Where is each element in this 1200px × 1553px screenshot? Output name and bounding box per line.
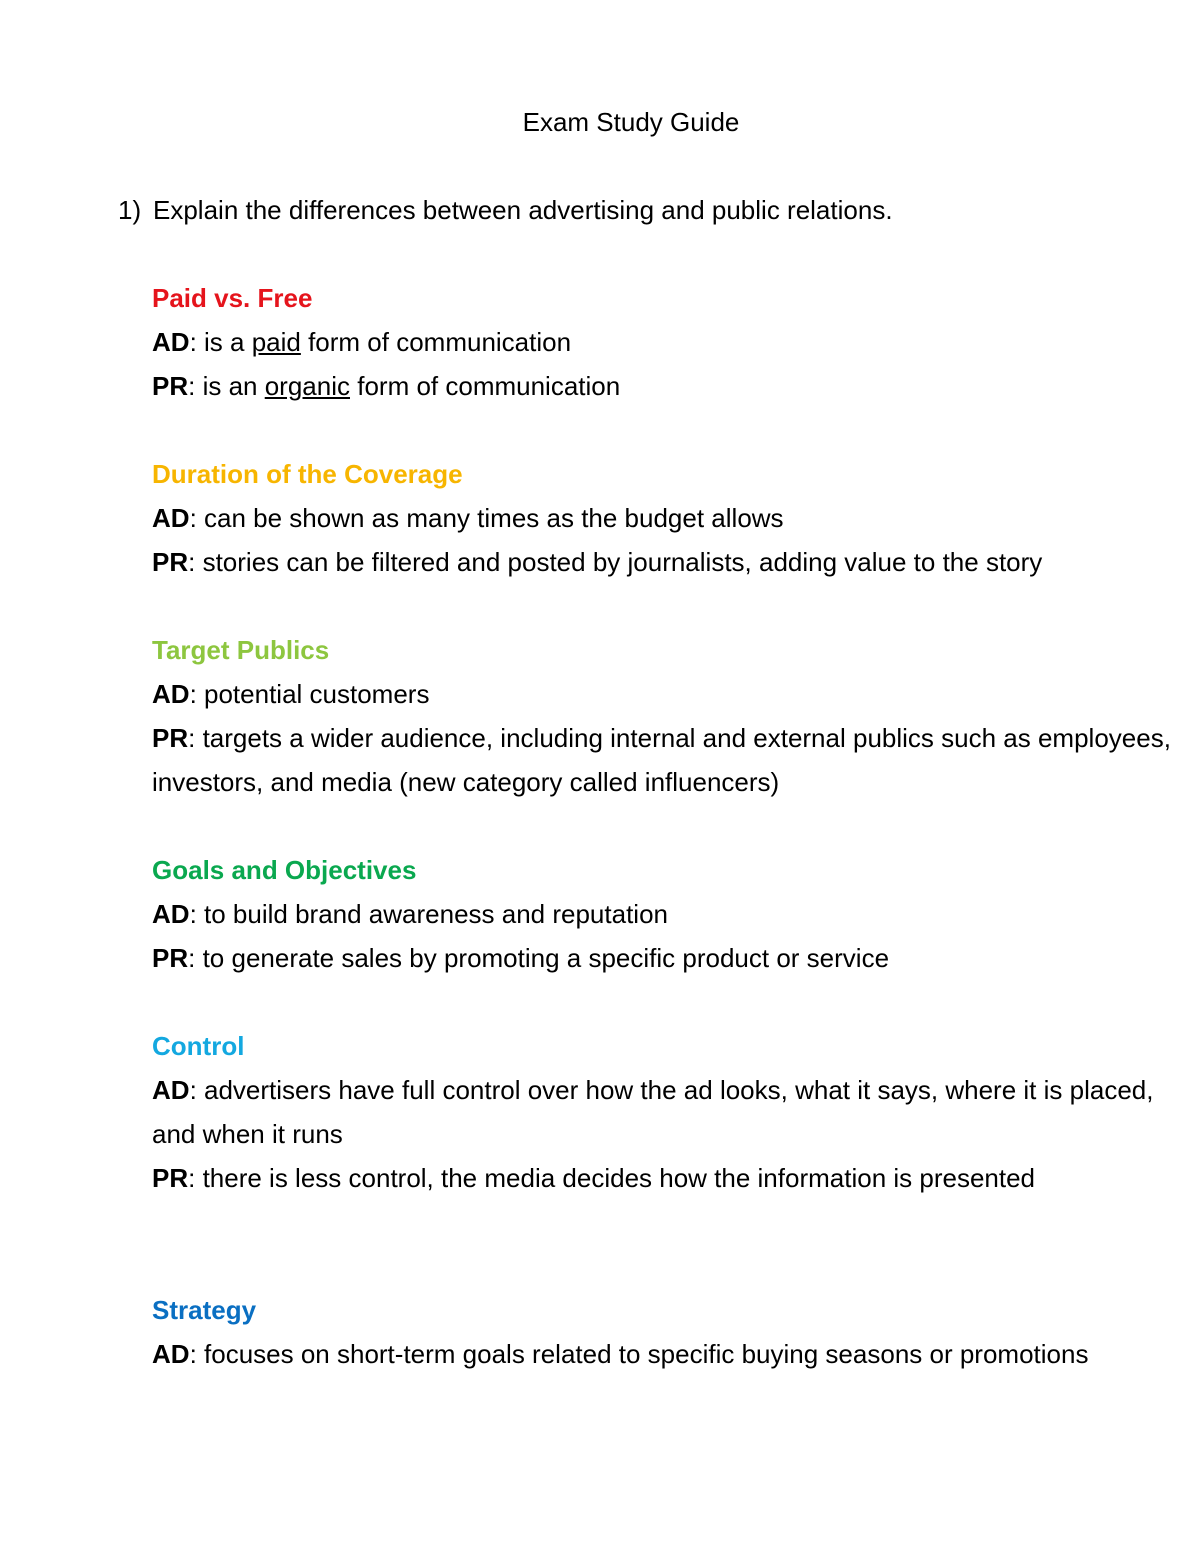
pr-line xyxy=(152,716,1172,804)
section-strategy xyxy=(152,1288,1172,1376)
pr-text: : targets a wider audience, including internal and external publics such as employees, investors, and media (new category called influencers) xyxy=(152,723,1171,797)
section-control xyxy=(152,1024,1172,1288)
pr-label: PR xyxy=(152,1163,189,1193)
ad-line xyxy=(152,320,1172,364)
section-heading: Control xyxy=(152,1031,245,1061)
spacer xyxy=(152,584,1172,628)
document-title: Exam Study Guide xyxy=(522,107,740,137)
ad-line xyxy=(152,672,1172,716)
question-number: 1) xyxy=(118,195,142,225)
section-heading: Goals and Objectives xyxy=(152,855,417,885)
section-goals-and-objectives xyxy=(152,848,1172,1024)
pr-text: : stories can be filtered and posted by journalists, adding value to the story xyxy=(188,547,1043,577)
spacer xyxy=(152,408,1172,452)
ad-text-post: form of communication xyxy=(300,327,572,357)
section-duration-of-coverage xyxy=(152,452,1172,628)
ad-text: : potential customers xyxy=(189,679,430,709)
pr-text: : to generate sales by promoting a specific product or service xyxy=(188,943,890,973)
pr-line xyxy=(152,540,1172,584)
pr-line xyxy=(152,936,1172,980)
pr-text: : there is less control, the media decides how the information is presented xyxy=(188,1163,1036,1193)
section-heading: Duration of the Coverage xyxy=(152,459,463,489)
pr-label: PR xyxy=(152,723,189,753)
section-paid-vs-free xyxy=(152,276,1172,452)
spacer xyxy=(152,1200,1172,1288)
pr-text-post: form of communication xyxy=(350,371,621,401)
answer-sections xyxy=(152,276,1172,1376)
section-heading: Target Publics xyxy=(152,635,330,665)
ad-label: AD xyxy=(152,679,190,709)
pr-text-pre: : is an xyxy=(188,371,265,401)
question-text: Explain the differences between advertising and public relations. xyxy=(153,195,893,225)
ad-text: : advertisers have full control over how the ad looks, what it says, where it is placed, and when it runs xyxy=(152,1075,1154,1149)
section-heading: Paid vs. Free xyxy=(152,283,313,313)
ad-text: : can be shown as many times as the budget allows xyxy=(189,503,784,533)
question-item xyxy=(118,190,893,230)
pr-label: PR xyxy=(152,371,189,401)
pr-label: PR xyxy=(152,943,189,973)
pr-label: PR xyxy=(152,547,189,577)
ad-text: : focuses on short-term goals related to specific buying seasons or promotions xyxy=(189,1339,1089,1369)
ad-text: : to build brand awareness and reputation xyxy=(189,899,668,929)
ad-line xyxy=(152,892,1172,936)
ad-text-pre: : is a xyxy=(189,327,252,357)
ad-line xyxy=(152,1068,1172,1156)
section-target-publics xyxy=(152,628,1172,848)
ad-line xyxy=(152,1332,1172,1376)
spacer xyxy=(152,980,1172,1024)
ad-label: AD xyxy=(152,899,190,929)
pr-text-emphasis: organic xyxy=(264,371,350,401)
ad-label: AD xyxy=(152,1075,190,1105)
ad-label: AD xyxy=(152,1339,190,1369)
ad-text-emphasis: paid xyxy=(251,327,301,357)
pr-line xyxy=(152,364,1172,408)
ad-label: AD xyxy=(152,327,190,357)
section-heading: Strategy xyxy=(152,1295,257,1325)
pr-line xyxy=(152,1156,1172,1200)
ad-label: AD xyxy=(152,503,190,533)
spacer xyxy=(152,804,1172,848)
ad-line xyxy=(152,496,1172,540)
